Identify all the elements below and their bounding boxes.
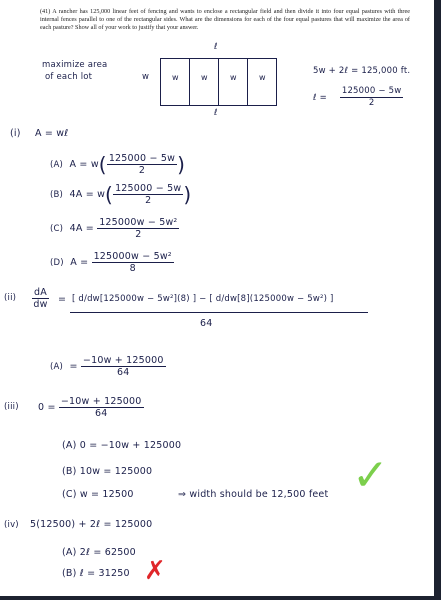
- diagram-w-left: w: [142, 72, 150, 82]
- pasture-w-label: w: [201, 73, 208, 82]
- pasture-w-label: w: [172, 73, 179, 82]
- diagram-l-top: ℓ: [214, 42, 218, 52]
- quotient-rule-denominator: 64: [200, 318, 213, 329]
- diagram-l-bottom: ℓ: [214, 108, 218, 118]
- cross-mark-icon: ✗: [144, 556, 166, 586]
- quotient-rule-numerator: [ d/dw[125000w − 5w²](8) ] − [ d/dw[8](125000w − 5w²) ]: [72, 294, 334, 304]
- step-iii-a: (A) 0 = −10w + 125000: [62, 440, 182, 451]
- step-iii-label: (iii): [4, 402, 19, 412]
- maximize-note-line1: maximize area: [42, 60, 108, 70]
- step-iv-b: (B) ℓ = 31250: [62, 568, 130, 579]
- l-solved-equation: ℓ = $\frac{125000 - 5w}{2}$: [313, 86, 402, 108]
- pasture-w-label: w: [230, 73, 237, 82]
- step-ii-equals: =: [58, 294, 67, 305]
- derivative-symbol: $\frac{dA}{dw}$: [33, 287, 48, 310]
- step-i-c: (C) 4A = $\frac{\text{125000w − 5w²}}{2}$: [50, 217, 178, 240]
- fraction-bar: [70, 312, 368, 313]
- internal-fence: [189, 59, 190, 105]
- internal-fence: [247, 59, 248, 105]
- maximize-note-line2: of each lot: [45, 72, 93, 82]
- problem-statement: (41) A rancher has 125,000 linear feet of fencing and wants to enclose a rectangular field and then divide it into four equal pastures with three internal fences parallel to one of the rectangular sides. What are the dimensions for each of the four equal pastures that will maximize the area of each pasture? Show all of your work to justify that your answer.: [40, 8, 410, 32]
- step-iv-equation: 5(12500) + 2ℓ = 125000: [30, 519, 153, 530]
- pasture-w-label: w: [259, 73, 266, 82]
- step-iii-c: (C) w = 12500: [62, 489, 134, 500]
- step-ii-label: (ii): [4, 293, 17, 303]
- step-i-b: (B) 4A = w( $\frac{125000 - 5w}{2}$ ): [50, 182, 192, 207]
- step-ii-a: (A) = $\frac{-10w + 125000}{64}$: [50, 355, 164, 378]
- width-conclusion: ⇒ width should be 12,500 feet: [178, 489, 329, 500]
- step-iv-label: (iv): [4, 520, 19, 530]
- constraint-equation: 5w + 2ℓ = 125,000 ft.: [313, 66, 411, 76]
- step-i-label: (i): [10, 128, 21, 139]
- step-iii-equation: 0 = $\frac{-10w + 125000}{64}$: [38, 396, 142, 419]
- internal-fence: [218, 59, 219, 105]
- step-i-area-formula: A = wℓ: [35, 128, 69, 139]
- viewer-bottom-bar: [0, 596, 441, 600]
- step-iv-a: (A) 2ℓ = 62500: [62, 547, 136, 558]
- step-iii-b: (B) 10w = 125000: [62, 466, 153, 477]
- check-mark-icon: ✓: [352, 450, 390, 501]
- step-i-d: (D) A = $\frac{\text{125000w − 5w²}}{8}$: [50, 251, 172, 274]
- field-diagram: [160, 58, 277, 106]
- step-i-a: (A) A = w( $\frac{125000 - 5w}{2}$ ): [50, 152, 186, 177]
